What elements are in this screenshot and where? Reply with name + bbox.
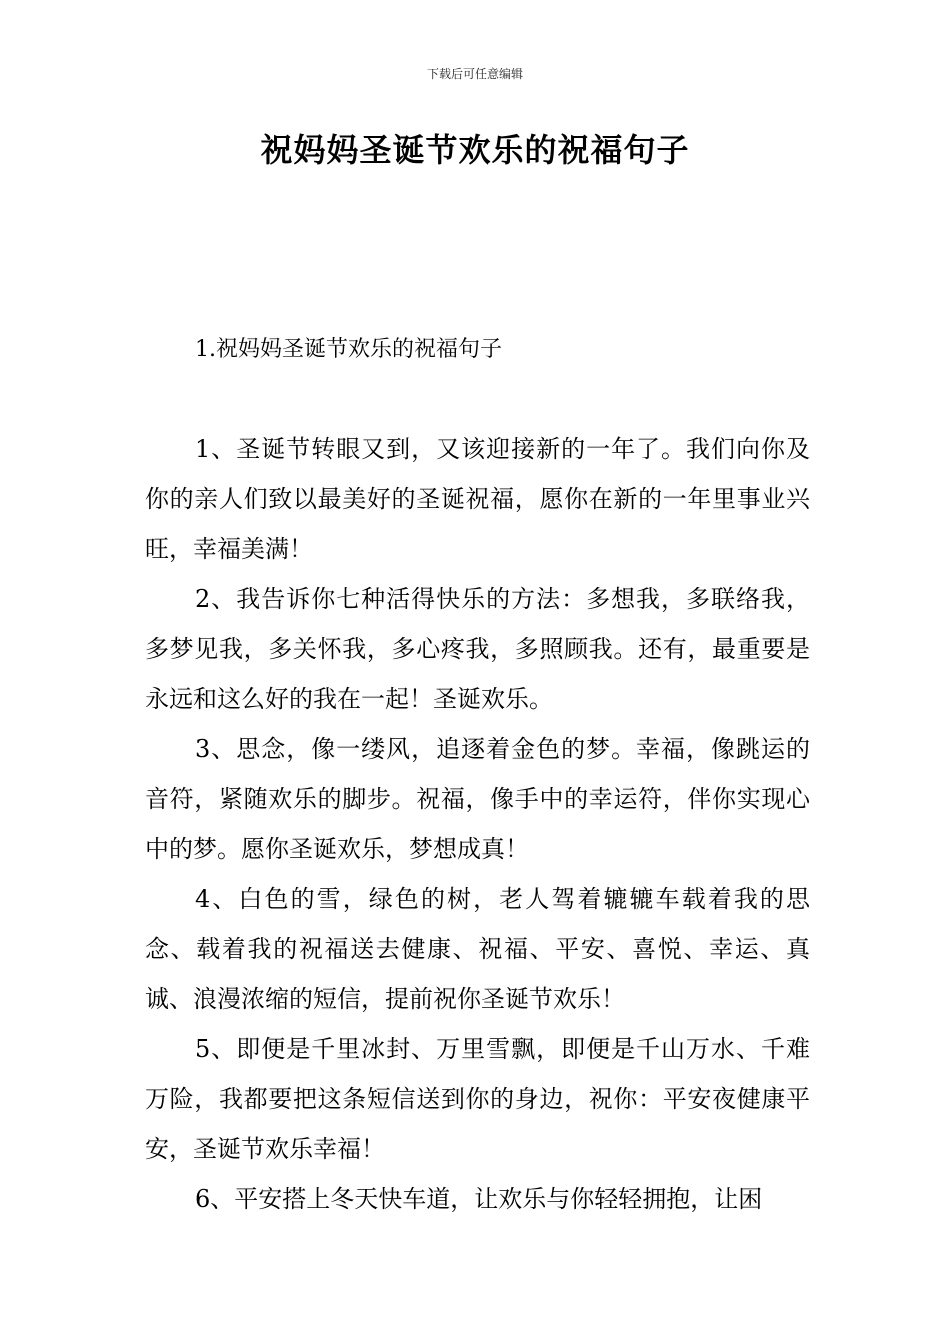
paragraph-6: 6、平安搭上冬天快车道，让欢乐与你轻轻拥抱，让困 xyxy=(195,1185,763,1213)
document-title: 祝妈妈圣诞节欢乐的祝福句子 xyxy=(260,131,690,169)
section-heading: 1.祝妈妈圣诞节欢乐的祝福句子 xyxy=(195,337,502,362)
paragraph-3: 3、思念，像一缕风，追逐着金色的梦。幸福，像跳运的音符，紧随欢乐的脚步。祝福，像手中的幸运符，伴你实现心中的梦。愿你圣诞欢乐，梦想成真！ xyxy=(145,735,810,863)
paragraph-1: 1、圣诞节转眼又到，又该迎接新的一年了。我们向你及你的亲人们致以最美好的圣诞祝福，愿你在新的一年里事业兴旺，幸福美满！ xyxy=(145,435,810,563)
paragraph-5: 5、即便是千里冰封、万里雪飘，即便是千山万水、千难万险，我都要把这条短信送到你的身边，祝你：平安夜健康平安，圣诞节欢乐幸福！ xyxy=(145,1035,810,1163)
header-note: 下载后可任意编辑 xyxy=(426,67,523,81)
document-body xyxy=(145,424,810,1224)
paragraph-4: 4、白色的雪，绿色的树，老人驾着辘辘车载着我的思念、载着我的祝福送去健康、祝福、平安、喜悦、幸运、真诚、浪漫浓缩的短信，提前祝你圣诞节欢乐！ xyxy=(145,885,810,1013)
paragraph-2: 2、我告诉你七种活得快乐的方法：多想我，多联络我，多梦见我，多关怀我，多心疼我，多照顾我。还有，最重要是永远和这么好的我在一起！圣诞欢乐。 xyxy=(145,585,810,713)
